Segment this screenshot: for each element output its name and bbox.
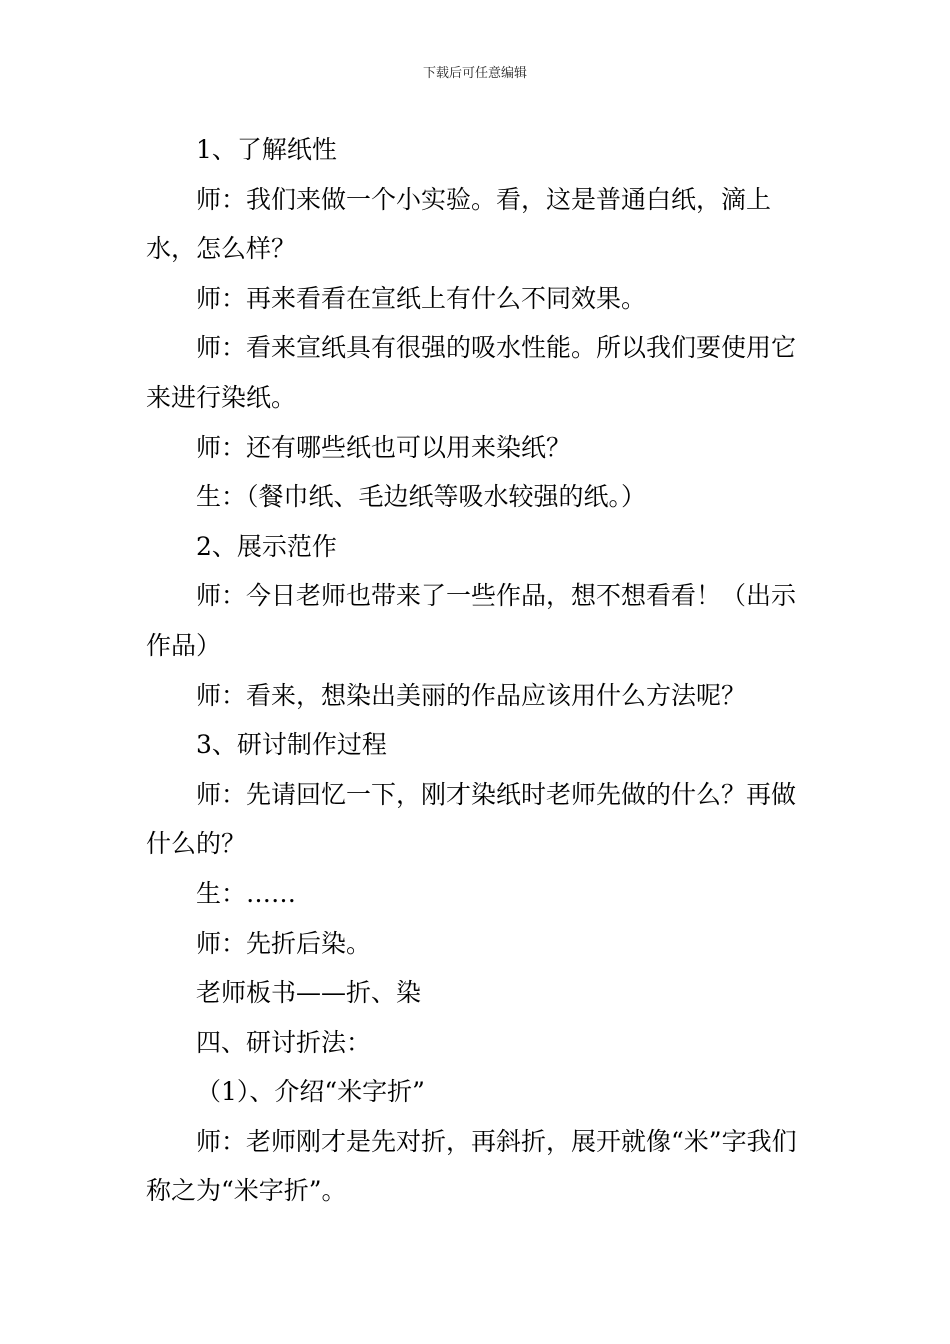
- paragraph-mi-fold-explanation: 师：老师刚才是先对折，再斜折，展开就像“米”字我们称之为“米字折”。: [146, 1126, 797, 1206]
- page-header: 下载后可任意编辑: [422, 66, 527, 81]
- paragraph-absorbency: 师：看来宣纸具有很强的吸水性能。所以我们要使用它来进行染纸。: [146, 333, 797, 412]
- paragraph-student-ellipsis: 生：……: [196, 878, 297, 908]
- paragraph-experiment: 师：我们来做一个小实验。看，这是普通白纸，滴上水，怎么样？: [146, 184, 772, 264]
- heading-show-examples: 2、展示范作: [196, 531, 337, 561]
- document-body: [146, 125, 808, 1216]
- paragraph-fold-then-dye: 师：先折后染。: [196, 928, 372, 958]
- paragraph-other-papers-question: 师：还有哪些纸也可以用来染纸？: [196, 432, 572, 462]
- paragraph-method-question: 师：看来，想染出美丽的作品应该用什么方法呢？: [196, 680, 747, 710]
- paragraph-blackboard: 老师板书——折、染: [196, 978, 422, 1008]
- paragraph-recall: 师：先请回忆一下，刚才染纸时老师先做的什么？再做什么的？: [146, 779, 797, 859]
- heading-discuss-process: 3、研讨制作过程: [196, 730, 387, 760]
- heading-mi-fold: （1）、介绍“米字折”: [196, 1077, 425, 1107]
- heading-understand-paper: 1、了解纸性: [196, 135, 337, 164]
- heading-discuss-folding: 四、研讨折法：: [196, 1027, 372, 1057]
- paragraph-student-answer: 生：（餐巾纸、毛边纸等吸水较强的纸。）: [196, 482, 647, 512]
- paragraph-show-works: 师：今日老师也带来了一些作品，想不想看看！（出示作品）: [146, 581, 797, 660]
- paragraph-xuan-paper-effect: 师：再来看看在宣纸上有什么不同效果。: [196, 283, 647, 313]
